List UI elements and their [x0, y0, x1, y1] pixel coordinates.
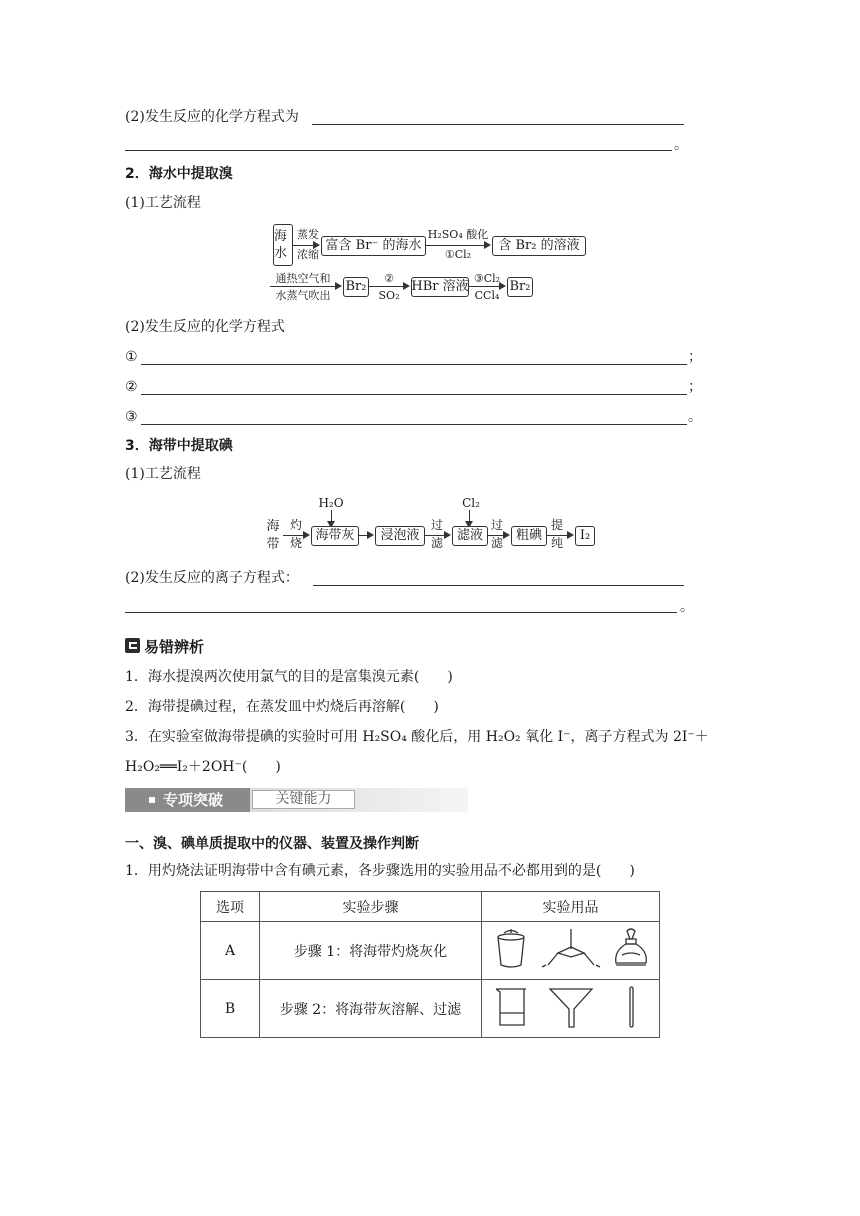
flow-label-vertical: 过滤 — [490, 518, 503, 550]
flow-label: 通热空气和 — [275, 272, 331, 285]
flow-arrow-line — [270, 286, 336, 287]
flow-label-vertical: 提纯 — [550, 518, 563, 550]
flow-box: 浸泡液 — [375, 526, 425, 546]
judgement-item: 1．海水提溴两次使用氯气的目的是富集溴元素( ) — [125, 669, 453, 685]
answer-blank[interactable] — [141, 364, 687, 365]
flow-label-vertical: 过滤 — [430, 518, 443, 550]
options-table — [200, 891, 660, 1038]
table-header-row — [201, 892, 660, 922]
answer-blank[interactable] — [312, 124, 684, 125]
period: 。 — [680, 599, 694, 615]
flow-start: 海带 — [266, 519, 280, 552]
flow-label: 蒸发 — [297, 228, 319, 241]
apparatus-cell — [482, 922, 660, 980]
section-banner — [125, 788, 468, 812]
subsection-label: (1)工艺流程 — [125, 195, 201, 211]
flow-label: ② — [384, 272, 394, 285]
flow-arrow-line — [359, 535, 367, 536]
table-header: 实验用品 — [482, 892, 660, 922]
flow-box: HBr 溶液 — [411, 277, 469, 297]
flow-label: H₂SO₄ 酸化 — [427, 228, 489, 241]
table-header: 实验步骤 — [260, 892, 482, 922]
section-title: 3．海带中提取碘 — [125, 438, 233, 454]
subsection-label: (2)发生反应的离子方程式： — [125, 570, 299, 586]
flow-label: Cl₂ — [462, 496, 480, 510]
flow-arrow-line — [469, 286, 499, 287]
answer-blank[interactable] — [141, 424, 687, 425]
arrow-right-icon — [567, 531, 574, 539]
table-row — [201, 980, 660, 1038]
answer-blank[interactable] — [125, 612, 677, 613]
flow-arrow-line — [426, 245, 484, 246]
alcohol-lamp-icon — [615, 929, 646, 965]
period: 。 — [674, 137, 688, 153]
answer-blank[interactable] — [141, 394, 687, 395]
funnel-icon — [550, 989, 592, 1027]
beaker-icon — [496, 989, 526, 1025]
flow-box: 含 Br₂ 的溶液 — [492, 236, 586, 256]
flow-label: H₂O — [318, 496, 344, 510]
option-label: B — [201, 980, 260, 1038]
judgement-item: 3．在实验室做海带提碘的实验时可用 H₂SO₄ 酸化后，用 H₂O₂ 氧化 I⁻，离子方程式为 2I⁻＋ — [125, 729, 709, 745]
section-title: 2．海水中提取溴 — [125, 166, 233, 182]
glass-rod-icon — [630, 987, 633, 1027]
answer-blank[interactable] — [125, 150, 672, 151]
flow-box: I₂ — [575, 526, 595, 546]
semicolon: ； — [688, 379, 702, 395]
flow-arrow-line — [547, 535, 567, 536]
period: 。 — [688, 409, 702, 425]
flow-arrow-line — [488, 535, 503, 536]
flow-arrow-line — [425, 535, 444, 536]
step-text: 步骤 1：将海带灼烧灰化 — [260, 922, 482, 980]
banner-subtitle: 关键能力 — [252, 790, 355, 809]
clay-triangle-icon — [542, 929, 600, 967]
flow-label: SO₂ — [378, 289, 400, 302]
equation-number: ③ — [125, 409, 138, 425]
flow-box: 滤液 — [452, 526, 488, 546]
question-prompt: (2)发生反应的化学方程式为 — [125, 109, 299, 125]
arrow-right-icon — [484, 241, 491, 249]
arrow-right-icon — [403, 282, 410, 290]
judgement-item: 2．海带提碘过程，在蒸发皿中灼烧后再溶解( ) — [125, 699, 439, 715]
table-header: 选项 — [201, 892, 260, 922]
apparatus-cell — [482, 980, 660, 1038]
step-text: 步骤 2：将海带灰溶解、过滤 — [260, 980, 482, 1038]
flow-label: 浓缩 — [297, 248, 319, 261]
arrow-right-icon — [499, 282, 506, 290]
flow-arrow-line — [369, 286, 403, 287]
apparatus-group — [486, 983, 656, 1031]
table-row — [201, 922, 660, 980]
flow-box: 粗碘 — [511, 526, 547, 546]
subsection-label: (1)工艺流程 — [125, 466, 201, 482]
option-label: A — [201, 922, 260, 980]
flow-box: Br₂ — [507, 277, 533, 297]
answer-blank[interactable] — [313, 585, 684, 586]
flow-label: CCl₄ — [474, 289, 500, 302]
apparatus-group — [486, 925, 656, 973]
square-bullet-icon — [149, 797, 155, 803]
flow-label-vertical: 灼烧 — [289, 518, 302, 550]
judgement-item-continued: H₂O₂══I₂＋2OH⁻( ) — [125, 759, 281, 775]
flow-arrow-line — [283, 535, 303, 536]
flow-label: ①Cl₂ — [444, 248, 472, 261]
question-stem: 1．用灼烧法证明海带中含有碘元素，各步骤选用的实验用品不必都用到的是( ) — [125, 863, 635, 879]
arrow-right-icon — [503, 531, 510, 539]
equation-number: ① — [125, 349, 138, 365]
equation-number: ② — [125, 379, 138, 395]
flow-arrow-line — [293, 245, 313, 246]
semicolon: ； — [688, 349, 702, 365]
flow-box: Br₂ — [343, 277, 369, 297]
banner-title: 专项突破 — [163, 791, 224, 809]
subsection-label: (2)发生反应的化学方程式 — [125, 319, 285, 335]
flow-box: 海带灰 — [311, 526, 359, 546]
flow-box: 富含 Br⁻ 的海水 — [321, 236, 426, 256]
error-analysis-icon — [125, 638, 140, 653]
crucible-icon — [498, 929, 524, 967]
part-title: 一、溴、碘单质提取中的仪器、装置及操作判断 — [125, 836, 419, 852]
flow-label: ③Cl₂ — [473, 272, 501, 285]
arrow-right-icon — [367, 531, 374, 539]
flow-box-seawater: 海水 — [273, 224, 293, 266]
arrow-right-icon — [303, 531, 310, 539]
error-analysis-header: 易错辨析 — [144, 638, 205, 656]
arrow-right-icon — [444, 531, 451, 539]
flow-label: 水蒸气吹出 — [275, 289, 331, 302]
arrow-right-icon — [335, 282, 342, 290]
